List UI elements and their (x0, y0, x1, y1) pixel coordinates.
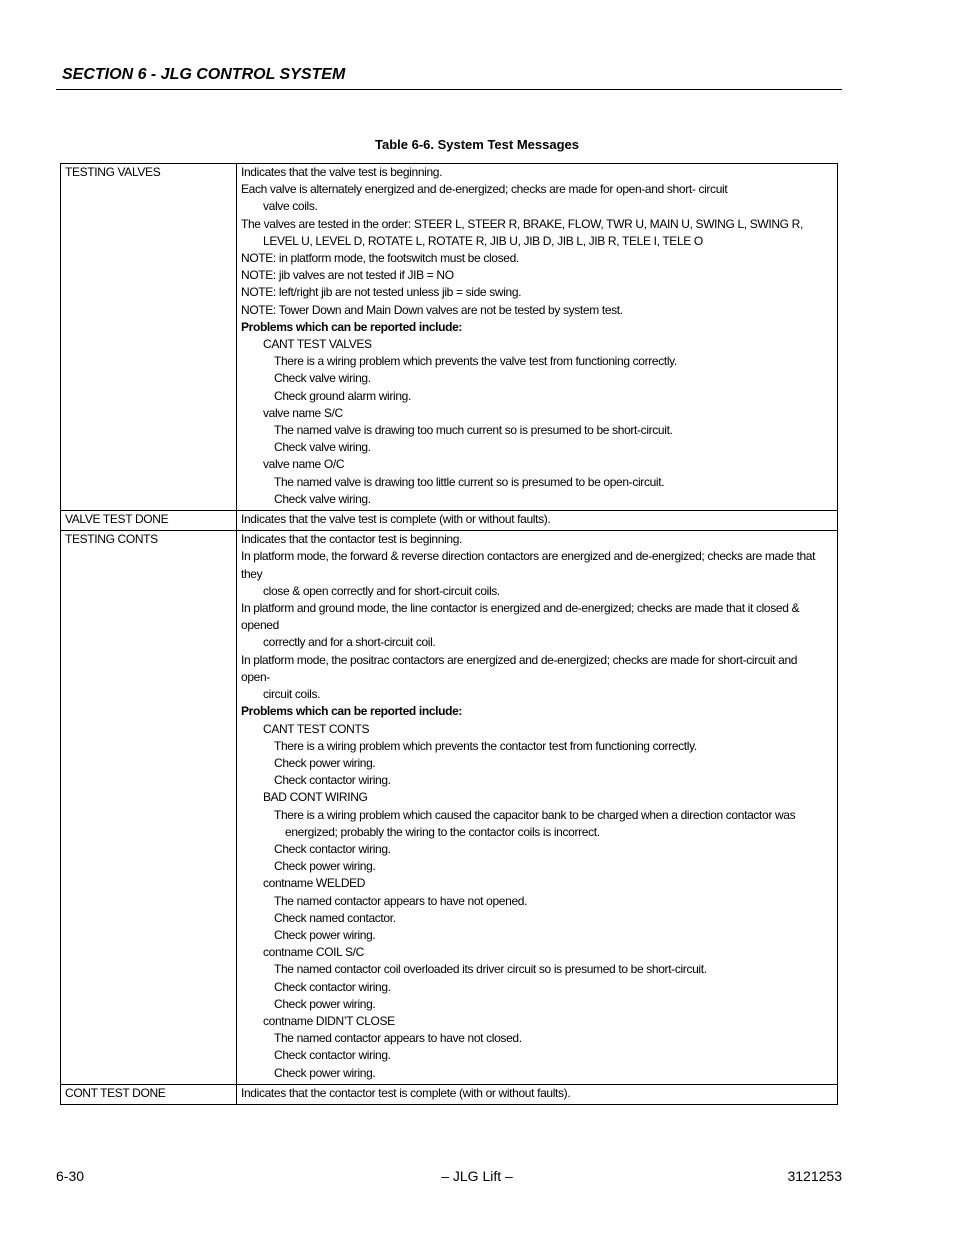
description-line: Check valve wiring. (274, 371, 371, 386)
description-line: close & open correctly and for short-circuit coils. (263, 583, 500, 598)
description-line: CANT TEST VALVES (263, 337, 372, 352)
description-cell (237, 1084, 838, 1104)
message-name: VALVE TEST DONE (65, 512, 169, 527)
table-row (61, 1084, 838, 1104)
message-cell (61, 1084, 237, 1104)
description-line: The named contactor appears to have not opened. (274, 893, 528, 908)
system-test-messages-table (60, 163, 838, 1105)
problems-heading: Problems which can be reported include: (241, 704, 463, 719)
description-line: Check power wiring. (274, 755, 376, 770)
description-line: Check contactor wiring. (274, 1048, 391, 1063)
description-line: Each valve is alternately energized and de-energized; checks are made for open-and short- circuit (241, 182, 728, 197)
description-line: valve name O/C (263, 457, 345, 472)
description-line: they (241, 566, 263, 581)
problems-heading: Problems which can be reported include: (241, 319, 463, 334)
message-name: TESTING VALVES (65, 165, 161, 179)
description-line: Indicates that the contactor test is complete (with or without faults). (241, 1085, 571, 1100)
header-rule (56, 89, 842, 90)
description-line: Indicates that the valve test is complete (with or without faults). (241, 512, 551, 527)
description-line: LEVEL U, LEVEL D, ROTATE L, ROTATE R, JIB U, JIB D, JIB L, JIB R, TELE I, TELE O (263, 233, 703, 248)
description-line: There is a wiring problem which prevents the contactor test from functioning correctly. (274, 738, 697, 753)
message-cell (61, 511, 237, 531)
description-line: energized; probably the wiring to the contactor coils is incorrect. (285, 824, 600, 839)
description-line: The named valve is drawing too little current so is presumed to be open-circuit. (274, 474, 665, 489)
description-line: The named contactor coil overloaded its driver circuit so is presumed to be short-circuit. (274, 962, 707, 977)
message-cell (61, 164, 237, 511)
description-line: valve coils. (263, 199, 318, 214)
description-line: circuit coils. (263, 687, 321, 702)
description-line: Check power wiring. (274, 996, 376, 1011)
description-line: contname WELDED (263, 876, 366, 891)
description-line: Check power wiring. (274, 1065, 376, 1080)
description-line: contname DIDN’T CLOSE (263, 1013, 395, 1028)
description-line: There is a wiring problem which caused the capacitor bank to be charged when a direction contactor was (274, 807, 796, 822)
table-body (61, 164, 838, 1105)
description-line: The valves are tested in the order: STEER L, STEER R, BRAKE, FLOW, TWR U, MAIN U, SWING L, SWING R, (241, 216, 803, 231)
table-row (61, 511, 838, 531)
description-line: In platform mode, the forward & reverse direction contactors are energized and de-energized; checks are made that (241, 549, 816, 564)
description-cell (237, 531, 838, 1085)
description-line: Indicates that the valve test is beginning. (241, 165, 443, 179)
description-line: There is a wiring problem which prevents the valve test from functioning correctly. (274, 354, 677, 369)
page-number: 6-30 (56, 1168, 85, 1184)
description-line: Check valve wiring. (274, 491, 371, 506)
table-row (61, 164, 838, 511)
description-cell (237, 164, 838, 511)
table-row (61, 531, 838, 1085)
footer-center: – JLG Lift – (441, 1168, 513, 1184)
description-line: Check contactor wiring. (274, 773, 391, 788)
description-line: CANT TEST CONTS (263, 721, 370, 736)
description-line: In platform mode, the positrac contactors are energized and de-energized; checks are made for short-circuit and (241, 652, 798, 667)
description-line: correctly and for a short-circuit coil. (263, 635, 436, 650)
description-line: valve name S/C (263, 405, 343, 420)
description-line: NOTE: jib valves are not tested if JIB = NO (241, 268, 454, 283)
message-name: CONT TEST DONE (65, 1085, 166, 1100)
table-title: Table 6-6. System Test Messages (374, 137, 579, 152)
description-line: Check contactor wiring. (274, 841, 391, 856)
description-line: NOTE: left/right jib are not tested unless jib = side swing. (241, 285, 522, 300)
description-line: Check named contactor. (274, 910, 396, 925)
description-line: Check valve wiring. (274, 440, 371, 455)
message-name: TESTING CONTS (65, 532, 158, 547)
description-cell (237, 511, 838, 531)
message-cell (61, 531, 237, 1085)
description-line: open- (241, 669, 270, 684)
description-line: opened (241, 618, 279, 633)
description-line: NOTE: in platform mode, the footswitch must be closed. (241, 251, 519, 266)
description-line: Check power wiring. (274, 859, 376, 874)
description-line: The named valve is drawing too much current so is presumed to be short-circuit. (274, 423, 673, 438)
description-line: NOTE: Tower Down and Main Down valves are not be tested by system test. (241, 302, 623, 317)
description-line: BAD CONT WIRING (263, 790, 368, 805)
section-title: SECTION 6 - JLG CONTROL SYSTEM (62, 66, 346, 83)
description-line: The named contactor appears to have not closed. (274, 1031, 522, 1046)
description-line: In platform and ground mode, the line contactor is energized and de-energized; checks are made that it closed & (241, 601, 800, 616)
description-line: contname COIL S/C (263, 945, 364, 960)
description-line: Check ground alarm wiring. (274, 388, 411, 403)
description-line: Check power wiring. (274, 927, 376, 942)
doc-number: 3121253 (787, 1168, 842, 1184)
description-line: Indicates that the contactor test is beginning. (241, 532, 463, 547)
description-line: Check contactor wiring. (274, 979, 391, 994)
